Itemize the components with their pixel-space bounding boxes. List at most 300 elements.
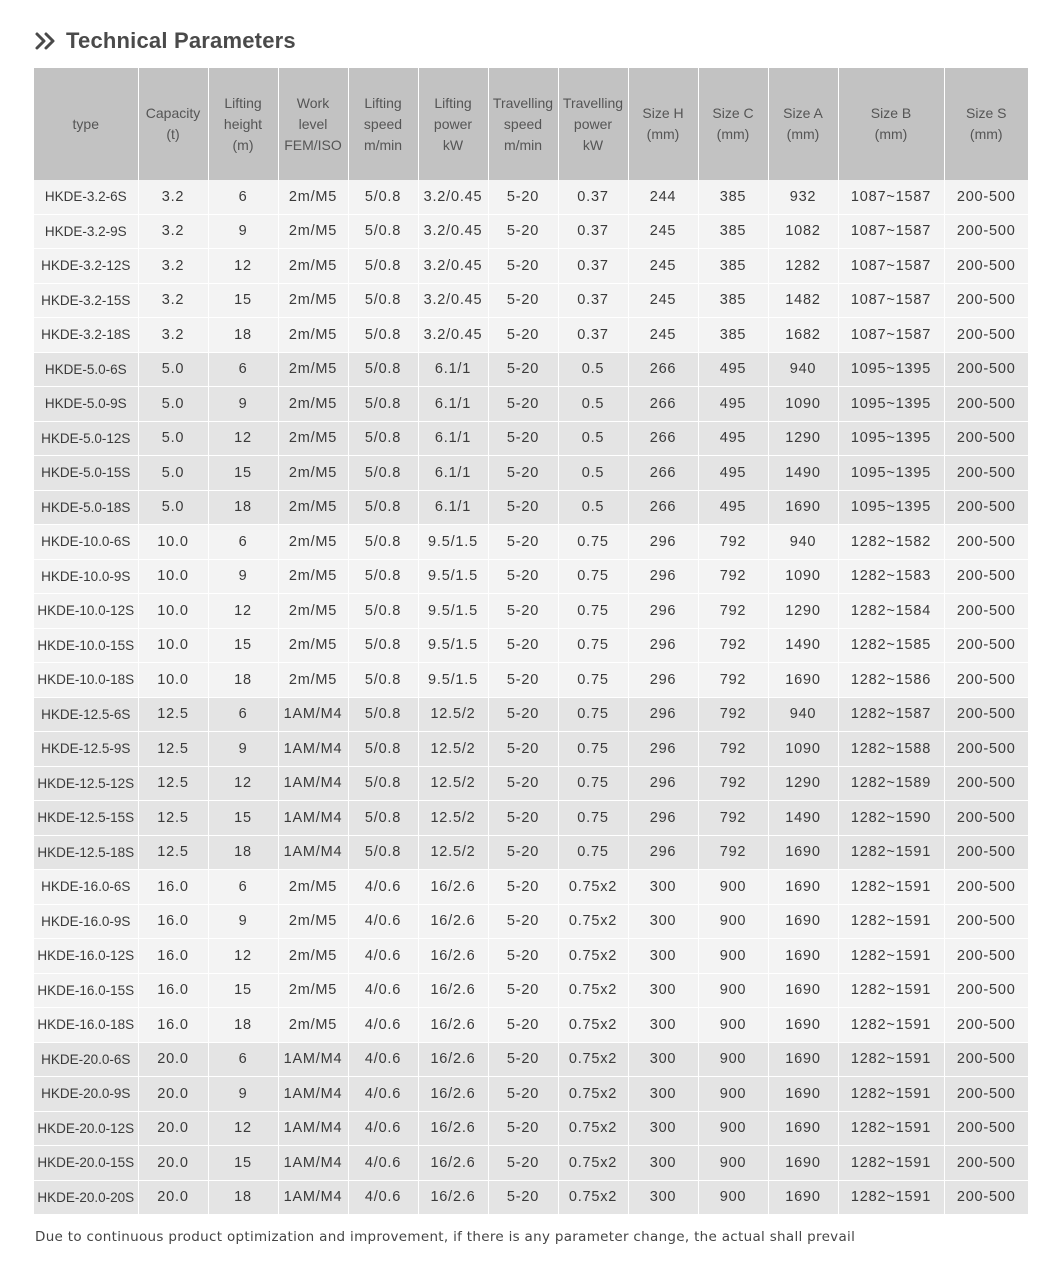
table-cell: 12 [208,594,278,629]
table-cell: 5/0.8 [348,525,418,560]
table-cell: 200-500 [944,180,1028,214]
table-cell: 5/0.8 [348,594,418,629]
table-cell: 6.1/1 [418,387,488,422]
column-header [418,68,488,180]
table-row [34,352,1028,387]
table-row [34,870,1028,905]
column-header-line: Size C [712,105,754,121]
table-cell: 792 [698,663,768,698]
table-cell: 0.75x2 [558,939,628,974]
column-header-line: speed [363,115,403,132]
table-row [34,594,1028,629]
page-title: Technical Parameters [66,28,296,53]
table-cell: 5-20 [488,283,558,318]
table-cell: 12.5/2 [418,801,488,836]
column-header [838,68,944,180]
table-cell: 4/0.6 [348,904,418,939]
table-cell: 792 [698,801,768,836]
table-cell: 1090 [768,559,838,594]
table-cell: 1690 [768,1180,838,1215]
table-cell: 5/0.8 [348,387,418,422]
type-cell: HKDE-3.2-6S [34,180,138,214]
table-cell: 1087~1587 [838,283,944,318]
table-row [34,904,1028,939]
table-cell: 0.75x2 [558,1180,628,1215]
table-cell: 5/0.8 [348,559,418,594]
table-cell: 1AM/M4 [278,1146,348,1181]
table-cell: 1690 [768,1008,838,1043]
table-cell: 200-500 [944,421,1028,456]
table-cell: 495 [698,421,768,456]
table-cell: 5-20 [488,801,558,836]
type-cell: HKDE-10.0-18S [34,663,138,698]
table-cell: 5/0.8 [348,456,418,491]
table-cell: 5/0.8 [348,628,418,663]
table-cell: 245 [628,318,698,353]
table-cell: 1690 [768,1042,838,1077]
type-cell: HKDE-3.2-15S [34,283,138,318]
table-row [34,249,1028,284]
table-row [34,318,1028,353]
table-cell: 5-20 [488,387,558,422]
table-cell: 200-500 [944,318,1028,353]
table-cell: 0.5 [558,421,628,456]
table-cell: 6 [208,1042,278,1077]
table-cell: 6 [208,870,278,905]
table-cell: 1282~1582 [838,525,944,560]
table-cell: 1282~1591 [838,939,944,974]
table-cell: 18 [208,663,278,698]
table-cell: 12.5 [138,801,208,836]
table-cell: 900 [698,1077,768,1112]
table-cell: 5-20 [488,1077,558,1112]
table-row [34,1111,1028,1146]
table-cell: 792 [698,835,768,870]
table-cell: 3.2/0.45 [418,318,488,353]
table-cell: 4/0.6 [348,1146,418,1181]
table-cell: 10.0 [138,594,208,629]
table-cell: 12.5 [138,835,208,870]
type-cell: HKDE-16.0-12S [34,939,138,974]
table-cell: 900 [698,870,768,905]
table-cell: 12 [208,766,278,801]
table-cell: 296 [628,766,698,801]
table-cell: 1AM/M4 [278,801,348,836]
column-header-line: Lifting [224,94,262,111]
table-cell: 200-500 [944,352,1028,387]
table-cell: 200-500 [944,594,1028,629]
table-cell: 385 [698,283,768,318]
table-row [34,456,1028,491]
table-cell: 9 [208,1077,278,1112]
table-cell: 1282~1589 [838,766,944,801]
table-cell: 900 [698,1042,768,1077]
column-header-line: (mm) [646,126,680,142]
table-cell: 266 [628,421,698,456]
table-cell: 5/0.8 [348,490,418,525]
type-cell: HKDE-20.0-20S [34,1180,138,1215]
table-cell: 9.5/1.5 [418,559,488,594]
table-cell: 2m/M5 [278,318,348,353]
table-cell: 6.1/1 [418,352,488,387]
table-cell: 200-500 [944,973,1028,1008]
section-heading [34,24,296,58]
table-cell: 5/0.8 [348,801,418,836]
table-row [34,1146,1028,1181]
table-row [34,525,1028,560]
type-cell: HKDE-20.0-15S [34,1146,138,1181]
table-cell: 20.0 [138,1180,208,1215]
table-cell: 1690 [768,1077,838,1112]
table-cell: 296 [628,559,698,594]
table-cell: 4/0.6 [348,1111,418,1146]
table-cell: 5-20 [488,870,558,905]
table-cell: 6.1/1 [418,490,488,525]
column-header [278,68,348,180]
table-cell: 5/0.8 [348,663,418,698]
table-cell: 266 [628,387,698,422]
table-cell: 1290 [768,594,838,629]
table-cell: 900 [698,1111,768,1146]
table-cell: 1282~1591 [838,870,944,905]
table-cell: 16/2.6 [418,1008,488,1043]
table-row [34,697,1028,732]
table-row [34,1077,1028,1112]
table-cell: 5.0 [138,456,208,491]
table-cell: 2m/M5 [278,559,348,594]
table-cell: 2m/M5 [278,663,348,698]
table-cell: 0.75 [558,628,628,663]
table-cell: 5-20 [488,1111,558,1146]
table-cell: 900 [698,1180,768,1215]
table-cell: 9.5/1.5 [418,663,488,698]
table-cell: 1282~1591 [838,1180,944,1215]
type-cell: HKDE-12.5-15S [34,801,138,836]
table-row [34,283,1028,318]
table-cell: 20.0 [138,1146,208,1181]
table-cell: 296 [628,525,698,560]
table-cell: 20.0 [138,1077,208,1112]
table-cell: 5.0 [138,352,208,387]
table-cell: 1690 [768,870,838,905]
table-cell: 1AM/M4 [278,835,348,870]
table-cell: 792 [698,766,768,801]
column-header [138,68,208,180]
table-cell: 1AM/M4 [278,766,348,801]
table-cell: 5-20 [488,628,558,663]
table-cell: 10.0 [138,663,208,698]
table-cell: 2m/M5 [278,352,348,387]
table-cell: 792 [698,525,768,560]
table-cell: 266 [628,456,698,491]
column-header-line: speed [503,115,543,132]
table-cell: 0.75 [558,663,628,698]
type-cell: HKDE-3.2-9S [34,214,138,249]
table-cell: 2m/M5 [278,870,348,905]
type-cell: HKDE-16.0-9S [34,904,138,939]
table-cell: 1290 [768,421,838,456]
table-row [34,559,1028,594]
table-cell: 6.1/1 [418,421,488,456]
column-header-line: Size B [870,105,912,121]
table-cell: 1690 [768,1111,838,1146]
table-row [34,387,1028,422]
table-cell: 0.75x2 [558,1042,628,1077]
table-cell: 0.75 [558,525,628,560]
table-cell: 300 [628,973,698,1008]
table-cell: 1282~1583 [838,559,944,594]
table-cell: 0.5 [558,456,628,491]
table-cell: 5/0.8 [348,249,418,284]
column-header-line: height [223,115,263,132]
table-cell: 12 [208,421,278,456]
table-cell: 1095~1395 [838,352,944,387]
table-cell: 6 [208,180,278,214]
table-cell: 16/2.6 [418,1077,488,1112]
table-cell: 1087~1587 [838,318,944,353]
table-cell: 12.5 [138,697,208,732]
table-cell: 0.37 [558,214,628,249]
table-cell: 15 [208,973,278,1008]
table-cell: 245 [628,214,698,249]
table-cell: 4/0.6 [348,1008,418,1043]
table-cell: 296 [628,628,698,663]
table-cell: 1690 [768,663,838,698]
table-cell: 200-500 [944,663,1028,698]
column-header-line: type [72,115,99,132]
table-cell: 10.0 [138,559,208,594]
table-cell: 5-20 [488,1042,558,1077]
table-cell: 1482 [768,283,838,318]
column-header-line: Size H [642,105,684,121]
column-header [348,68,418,180]
column-header [558,68,628,180]
table-cell: 200-500 [944,387,1028,422]
table-cell: 300 [628,870,698,905]
column-header [628,68,698,180]
table-cell: 200-500 [944,904,1028,939]
table-cell: 385 [698,318,768,353]
table-cell: 3.2/0.45 [418,249,488,284]
table-cell: 300 [628,1180,698,1215]
table-cell: 0.75 [558,835,628,870]
table-row [34,1008,1028,1043]
table-row [34,1042,1028,1077]
table-row [34,766,1028,801]
table-cell: 20.0 [138,1042,208,1077]
table-cell: 18 [208,490,278,525]
table-cell: 3.2 [138,214,208,249]
table-cell: 5-20 [488,973,558,1008]
table-cell: 2m/M5 [278,525,348,560]
table-cell: 385 [698,249,768,284]
table-cell: 2m/M5 [278,490,348,525]
table-cell: 2m/M5 [278,387,348,422]
table-cell: 1682 [768,318,838,353]
table-cell: 12.5/2 [418,835,488,870]
table-cell: 2m/M5 [278,283,348,318]
table-cell: 10.0 [138,628,208,663]
column-header-line: power [573,115,613,132]
table-cell: 200-500 [944,1077,1028,1112]
type-cell: HKDE-10.0-15S [34,628,138,663]
table-cell: 5-20 [488,249,558,284]
table-cell: 1490 [768,456,838,491]
type-cell: HKDE-5.0-15S [34,456,138,491]
type-cell: HKDE-20.0-6S [34,1042,138,1077]
table-cell: 1282~1591 [838,973,944,1008]
type-cell: HKDE-3.2-12S [34,249,138,284]
table-cell: 0.75 [558,594,628,629]
table-cell: 5-20 [488,421,558,456]
table-cell: 0.37 [558,318,628,353]
column-header [698,68,768,180]
table-cell: 200-500 [944,1042,1028,1077]
table-cell: 900 [698,1008,768,1043]
table-cell: 3.2/0.45 [418,214,488,249]
table-cell: 9.5/1.5 [418,525,488,560]
table-cell: 244 [628,180,698,214]
table-cell: 10.0 [138,525,208,560]
table-cell: 18 [208,835,278,870]
table-cell: 5-20 [488,594,558,629]
column-header-line: (t) [166,126,180,142]
table-cell: 296 [628,697,698,732]
table-cell: 245 [628,283,698,318]
table-cell: 12.5/2 [418,766,488,801]
column-header [944,68,1028,180]
table-cell: 5-20 [488,732,558,767]
column-header-line: kW [442,136,464,153]
table-cell: 0.75x2 [558,1146,628,1181]
table-cell: 296 [628,663,698,698]
table-cell: 495 [698,352,768,387]
table-cell: 900 [698,939,768,974]
parameters-table [34,68,1028,1215]
table-cell: 5-20 [488,1146,558,1181]
table-cell: 1095~1395 [838,490,944,525]
table-cell: 5/0.8 [348,318,418,353]
table-cell: 4/0.6 [348,1180,418,1215]
table-cell: 16.0 [138,973,208,1008]
table-cell: 940 [768,352,838,387]
table-cell: 3.2 [138,318,208,353]
column-header-line: Capacity [145,105,201,121]
table-cell: 15 [208,628,278,663]
table-cell: 200-500 [944,249,1028,284]
table-cell: 296 [628,732,698,767]
type-cell: HKDE-10.0-9S [34,559,138,594]
table-cell: 2m/M5 [278,939,348,974]
table-cell: 932 [768,180,838,214]
table-cell: 1282~1588 [838,732,944,767]
table-cell: 0.75x2 [558,1077,628,1112]
type-cell: HKDE-5.0-18S [34,490,138,525]
table-cell: 1090 [768,732,838,767]
table-cell: 1AM/M4 [278,1042,348,1077]
column-header-line: Lifting [434,94,472,111]
table-cell: 5-20 [488,766,558,801]
table-cell: 1282~1591 [838,1008,944,1043]
table-cell: 266 [628,490,698,525]
table-cell: 5.0 [138,421,208,456]
table-cell: 16/2.6 [418,1111,488,1146]
table-cell: 1087~1587 [838,214,944,249]
table-cell: 495 [698,456,768,491]
table-cell: 3.2/0.45 [418,180,488,214]
table-cell: 1690 [768,1146,838,1181]
table-cell: 1AM/M4 [278,1180,348,1215]
column-header-line: Size A [783,105,823,121]
table-cell: 1282~1591 [838,835,944,870]
table-cell: 200-500 [944,1111,1028,1146]
table-cell: 200-500 [944,283,1028,318]
table-cell: 296 [628,835,698,870]
table-cell: 0.37 [558,180,628,214]
type-cell: HKDE-3.2-18S [34,318,138,353]
table-cell: 200-500 [944,939,1028,974]
table-row [34,663,1028,698]
table-cell: 1282~1591 [838,1042,944,1077]
table-cell: 0.5 [558,387,628,422]
table-cell: 200-500 [944,1146,1028,1181]
table-cell: 1490 [768,628,838,663]
table-cell: 20.0 [138,1111,208,1146]
table-cell: 792 [698,628,768,663]
table-cell: 0.75x2 [558,1008,628,1043]
type-cell: HKDE-5.0-12S [34,421,138,456]
table-cell: 6 [208,352,278,387]
table-cell: 16/2.6 [418,939,488,974]
table-cell: 16/2.6 [418,973,488,1008]
table-body [34,180,1028,1215]
table-cell: 12 [208,939,278,974]
type-cell: HKDE-12.5-18S [34,835,138,870]
table-cell: 0.75 [558,732,628,767]
table-cell: 2m/M5 [278,421,348,456]
table-cell: 1282~1584 [838,594,944,629]
table-cell: 940 [768,697,838,732]
table-cell: 9.5/1.5 [418,628,488,663]
table-cell: 1282~1585 [838,628,944,663]
table-cell: 792 [698,697,768,732]
table-cell: 12.5 [138,732,208,767]
table-row [34,421,1028,456]
table-row [34,628,1028,663]
table-cell: 2m/M5 [278,249,348,284]
table-cell: 9.5/1.5 [418,594,488,629]
type-cell: HKDE-10.0-6S [34,525,138,560]
table-header-row [34,68,1028,180]
parameters-table-container [34,68,1028,1215]
table-cell: 1690 [768,973,838,1008]
table-cell: 4/0.6 [348,1077,418,1112]
table-cell: 5-20 [488,1180,558,1215]
table-cell: 200-500 [944,732,1028,767]
table-cell: 900 [698,973,768,1008]
table-cell: 5-20 [488,214,558,249]
type-cell: HKDE-20.0-9S [34,1077,138,1112]
table-cell: 2m/M5 [278,180,348,214]
table-cell: 1082 [768,214,838,249]
table-cell: 0.75 [558,801,628,836]
table-cell: 12.5/2 [418,732,488,767]
table-cell: 1282~1591 [838,1077,944,1112]
type-cell: HKDE-16.0-15S [34,973,138,1008]
column-header-line: FEM/ISO [284,136,342,153]
table-cell: 9 [208,732,278,767]
table-cell: 1282~1591 [838,1146,944,1181]
